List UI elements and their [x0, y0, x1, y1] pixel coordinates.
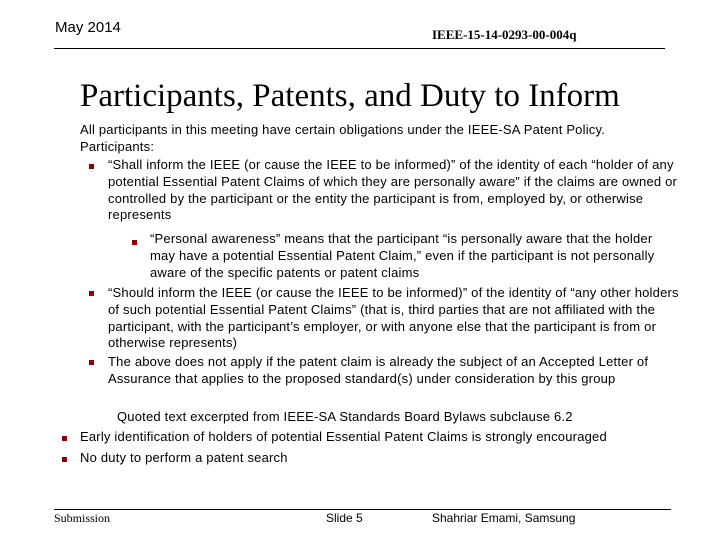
bullet-should-inform-icon [89, 291, 94, 296]
bullet-no-duty-icon [62, 457, 67, 462]
shall-inform-text: “Shall inform the IEEE (or cause the IEEE to be informed)” of the identity of each “holder of any potential Essential Patent Claims of which they are personally aware” if the claims are owned or controlled by the participant or the entity the participant is from, employed by, or otherwise represents [108, 157, 678, 223]
should-inform-text: “Should inform the IEEE (or cause the IEEE to be informed)” of the identity of “any other holders of such potential Essential Patent Claims” (that is, third parties that are not affiliated with the participant, with the participant’s employer, or with anyone else that the participant is from or otherwise represents) [108, 285, 679, 351]
participants-label: Participants: [80, 139, 155, 154]
quoted-note: Quoted text excerpted from IEEE-SA Standards Board Bylaws subclause 6.2 [117, 409, 573, 424]
footer-submission: Submission [54, 511, 111, 525]
intro-text: All participants in this meeting have certain obligations under the IEEE-SA Patent Policy. [80, 122, 606, 137]
bullet-personal-awareness-icon [132, 240, 137, 245]
bullet-early-identification-icon [62, 436, 67, 441]
slide-title: Participants, Patents, and Duty to Inform [80, 78, 620, 114]
bullet-not-apply-icon [89, 360, 94, 365]
footer-slide-number: Slide 5 [326, 511, 363, 525]
header-doc-id: IEEE-15-14-0293-00-004q [432, 27, 577, 42]
header-date: May 2014 [55, 19, 121, 36]
footer-author: Shahriar Emami, Samsung [432, 511, 576, 525]
personal-awareness-text: “Personal awareness” means that the participant “is personally aware that the holder may have a potential Essential Patent Claim,” even if the participant is not personally aware of the specific patents or patent claims [150, 231, 655, 280]
not-apply-text: The above does not apply if the patent claim is already the subject of an Accepted Letter of Assurance that applies to the proposed standard(s) under consideration by this group [108, 354, 649, 386]
early-identification-text: Early identification of holders of potential Essential Patent Claims is strongly encouraged [80, 429, 607, 444]
bullet-shall-inform-icon [89, 164, 94, 169]
no-duty-text: No duty to perform a patent search [80, 450, 288, 465]
footer-divider [54, 509, 671, 510]
